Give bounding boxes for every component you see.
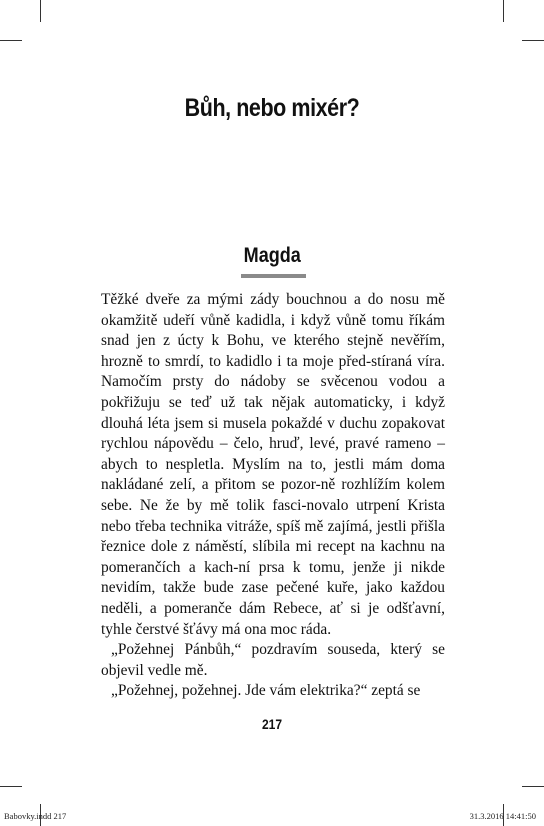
section-title: Magda [243, 244, 301, 267]
footer-file-info: Babovky.indd 217 [4, 811, 67, 821]
page-number: 217 [261, 716, 283, 732]
paragraph: „Požehnej Pánbůh,“ pozdravím souseda, který se objevil vedle mě. [101, 641, 445, 679]
paragraph: „Požehnej, požehnej. Jde vám elektrika?“ zeptá se [111, 682, 421, 700]
crop-mark [0, 786, 22, 787]
crop-mark [503, 0, 504, 22]
body-text [101, 290, 445, 702]
crop-mark [40, 0, 41, 22]
chapter-title: Bůh, nebo mixér? [184, 94, 360, 122]
crop-mark [522, 786, 544, 787]
crop-mark [0, 40, 22, 41]
section-heading [0, 244, 544, 268]
section-title-underline [241, 274, 306, 278]
footer-timestamp: 31.3.2016 14:41:50 [469, 811, 536, 821]
paragraph: Těžké dveře za mými zády bouchnou a do nosu mě okamžitě udeří vůně kadidla, i když vůně tomu říkám snad jen z úcty k Bohu, ve kterého stejně nevěřím, hrozně to smrdí, to kadidlo i ta moje před-stíraná víra. Namočím prsty do nádoby se svěcenou vodou a pokřižuju se teď už tak nějak automaticky, i když dlouhá léta jsem si musela pokaždé v duchu zopakovat rychlou nápovědu – čelo, hruď, levé, pravé rameno – abych to nespletla. Myslím na to, jestli mám doma nakládané zelí, a přitom se pozor-ně rozhlížím kolem sebe. Ne že by mě tolik fasci-novalo utrpení Krista nebo třeba technika vitráže, spíš mě zajímá, jestli přišla řeznice dole z náměstí, slíbila mi recept na kachnu na pomerančích a kach-ní prsa k tomu, jenže ji nikde nevidím, takže bude zase pečené kuře, jako každou neděli, a pomeranče dám Rebece, ať si je odšťavní, tyhle čerstvé šťávy má ona moc ráda. [101, 291, 445, 638]
crop-mark [522, 40, 544, 41]
